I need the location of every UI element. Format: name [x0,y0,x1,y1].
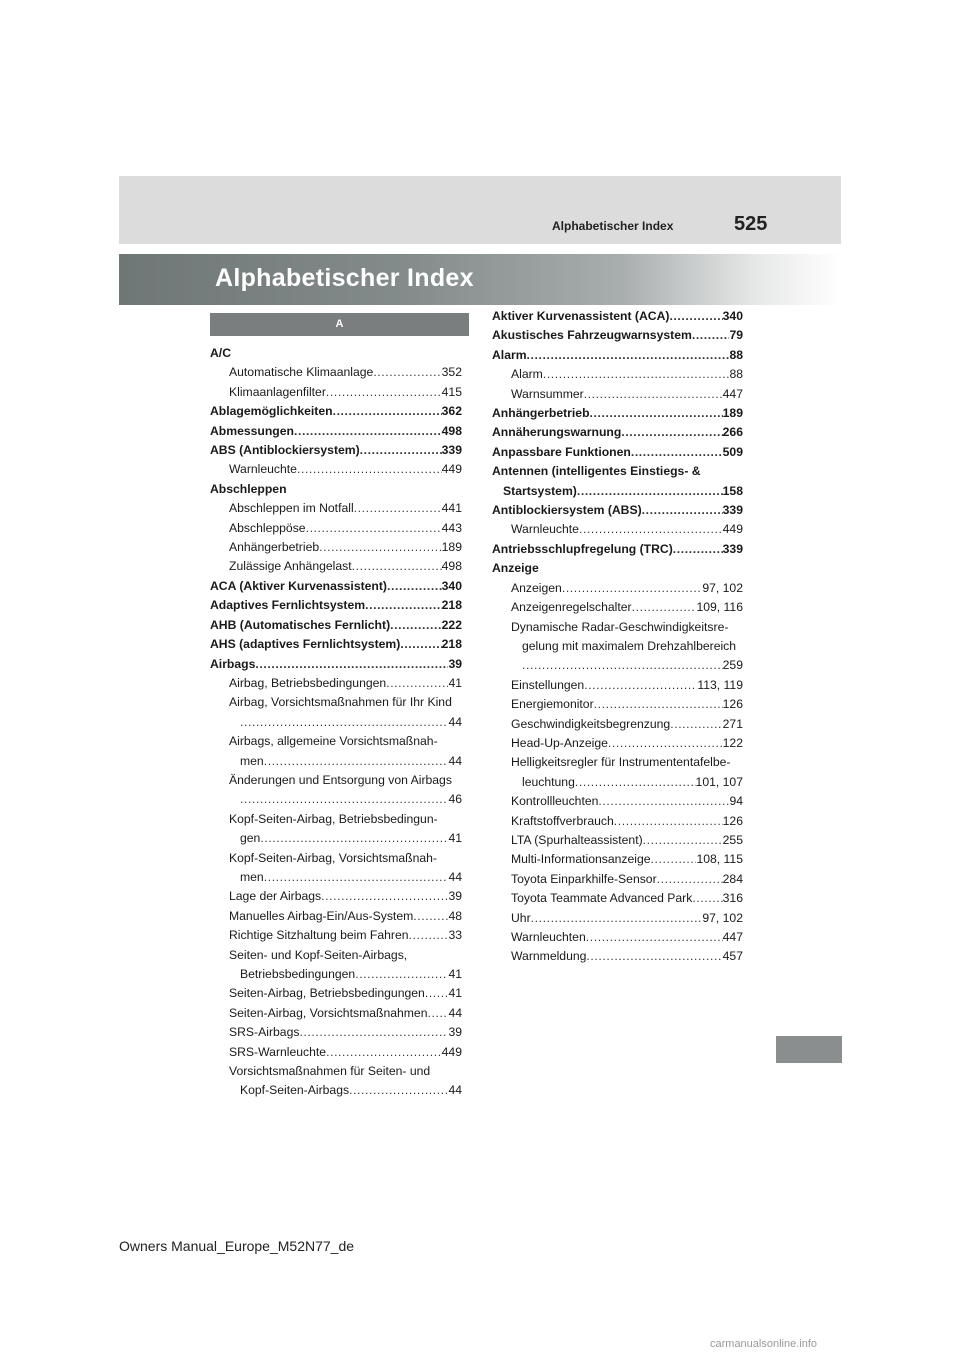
index-entry [492,618,743,637]
dot-leader [326,383,442,402]
dot-leader [577,482,723,501]
index-entry [210,732,462,751]
index-entry-label: Kopf-Seiten-Airbag, Vorsichtsmaßnah- [229,850,437,865]
index-entry-page: 41 [448,675,462,690]
dot-leader [333,402,442,421]
index-entry-page: 509 [722,444,743,459]
watermark: carmanualsonline.info [710,1338,818,1350]
page-number: 525 [734,213,768,235]
index-entry [492,695,743,714]
index-entry-label: Startsystem) [503,483,577,498]
index-entry-page: 218 [441,598,462,613]
index-entry-label: Airbags [210,656,256,671]
dot-leader [562,579,703,598]
index-entry-page: 88 [729,367,743,382]
index-entry-label: gen [240,831,261,846]
index-entry-label: LTA (Spurhalteassistent) [511,832,643,847]
dot-leader [594,695,723,714]
index-entry-page: 339 [722,503,743,518]
index-entry-label: Warnleuchten [511,930,586,944]
footer-text: Owners Manual_Europe_M52N77_de [119,1238,355,1254]
index-entry-label: Kontrollleuchten [511,794,599,809]
index-entry-page: 39 [448,1025,462,1040]
index-entry-page: 39 [448,889,462,904]
dot-leader [299,1023,448,1042]
index-entry-page: 94 [729,794,743,809]
index-entry [210,577,462,596]
index-entry [210,713,462,732]
index-entry-label: Anhängerbetrieb [229,540,320,555]
index-entry-page: 415 [441,384,462,399]
dot-leader [692,326,730,345]
index-entry-page: 44 [448,753,462,768]
index-entry-label: Abmessungen [210,423,294,438]
index-entry [210,480,462,499]
dot-leader [425,984,449,1003]
index-entry [210,965,462,984]
dot-leader [621,423,722,442]
index-entry-label: Akustisches Fahrzeugwarnsystem [492,328,692,343]
index-entry-page: 447 [722,930,743,944]
index-entry [210,616,462,635]
index-entry [492,540,743,559]
index-entry-label: Seiten-Airbag, Vorsichtsmaßnahmen [229,1005,428,1020]
index-entry-label: Manuelles Airbag-Ein/Aus-System [229,908,414,923]
index-entry-label: Geschwindigkeitsbegrenzung [511,716,671,731]
index-entry-label: Energiemonitor [511,697,594,712]
index-column-left [210,344,462,1101]
index-entry-page: 41 [448,831,462,846]
index-entry [210,868,462,887]
index-entry-page: 189 [441,540,462,555]
index-entry [492,385,743,404]
index-entry-label: Toyota Einparkhilfe-Sensor [511,871,657,886]
index-entry-label: Antiblockiersystem (ABS) [492,503,642,518]
dot-leader [651,850,697,869]
index-entry-page: 126 [722,697,743,712]
dot-leader [614,812,723,831]
index-entry-label: A/C [210,346,231,360]
index-entry [210,635,462,654]
dot-leader [590,404,723,423]
dot-leader [531,909,703,928]
index-entry [492,462,743,481]
dot-leader [608,734,723,753]
index-entry-page: 316 [722,891,743,906]
index-entry-label: Kopf-Seiten-Airbags [240,1083,350,1098]
index-entry [492,831,743,850]
dot-leader [409,926,449,945]
index-entry-page: 101, 107 [695,774,743,789]
index-entry [492,423,743,442]
index-entry-page: 447 [722,386,743,401]
index-entry [210,984,462,1003]
index-entry-page: 498 [441,423,462,438]
index-entry-label: AHB (Automatisches Fernlicht) [210,617,391,632]
index-entry-label: Warnleuchte [229,462,297,477]
index-entry [210,887,462,906]
index-entry [210,538,462,557]
index-entry-label: Alarm [492,347,527,362]
index-entry [492,346,743,365]
index-entry-page: 113, 119 [697,677,743,692]
index-entry-page: 48 [448,908,462,923]
index-entry [492,598,743,617]
index-entry [210,363,462,382]
index-entry-label: Airbags, allgemeine Vorsichtsmaßnah- [229,734,438,749]
dot-leader [586,947,722,966]
index-entry-label: Klimaanlagenfilter [229,384,326,399]
index-entry-label: Anzeige [492,561,539,576]
index-entry [492,404,743,423]
index-entry-page: 122 [722,735,743,750]
index-entry-page: 339 [441,443,462,458]
header-band [119,176,841,244]
index-entry [492,637,743,656]
index-entry-label: Warnsummer [511,386,584,401]
dot-leader [390,616,442,635]
index-entry [492,482,743,501]
index-entry [492,773,743,792]
index-entry-page: 33 [448,928,462,943]
index-entry [210,849,462,868]
index-entry [492,520,743,539]
index-entry [210,499,462,518]
index-entry-label: Lage der Airbags [229,889,322,904]
dot-leader [632,598,697,617]
index-entry [210,422,462,441]
index-entry-label: Betriebsbedingungen [240,967,356,981]
index-entry [492,501,743,520]
index-entry-label: Anzeigen [511,580,562,595]
index-entry-label: Annäherungswarnung [492,425,622,440]
dot-leader [352,557,442,576]
index-entry-page: 259 [722,658,743,673]
index-entry-page: 222 [441,617,462,632]
index-entry-label: Antriebsschlupfregelung (TRC) [492,541,673,556]
dot-leader [598,792,729,811]
index-entry [210,655,462,674]
index-entry-label: ABS (Antiblockiersystem) [210,443,360,458]
index-entry [492,928,743,947]
dot-leader [427,1004,448,1023]
index-entry-label: Abschleppöse [229,520,306,535]
index-entry [492,734,743,753]
index-entry [492,443,743,462]
dot-leader [365,596,442,615]
dot-leader [319,538,442,557]
page-title: Alphabetischer Index [215,264,474,292]
index-entry-page: 44 [448,714,462,729]
index-entry-page: 443 [441,520,462,535]
index-entry-page: 97, 102 [702,910,743,925]
index-entry [210,674,462,693]
index-entry-label: Automatische Klimaanlage [229,365,374,380]
dot-leader [355,965,448,984]
index-entry [210,693,462,712]
index-entry-label: Alarm [511,367,543,382]
dot-leader [413,907,448,926]
index-entry [210,344,462,363]
index-entry-page: 449 [722,522,743,537]
index-entry-label: Kraftstoffverbrauch [511,813,614,828]
index-entry-page: 255 [722,832,743,847]
index-entry [210,519,462,538]
index-entry [210,1023,462,1042]
index-entry-label: Abschleppen im Notfall [229,501,354,516]
index-entry [492,559,743,578]
index-entry-page: 97, 102 [702,580,743,595]
index-entry-page: 340 [441,578,462,593]
index-entry-label: Richtige Sitzhaltung beim Fahren [229,928,409,943]
index-entry-page: 449 [441,462,462,477]
index-entry-page: 41 [448,986,462,1001]
index-entry-label: Änderungen und Entsorgung von Airbags [229,772,452,787]
dot-leader [579,520,723,539]
index-entry-label: Zulässige Anhängelast [229,559,352,574]
index-entry-page: 218 [441,637,462,652]
dot-leader [387,577,442,596]
dot-leader [240,790,448,809]
index-entry-page: 44 [448,1083,462,1098]
dot-leader [264,752,449,771]
index-entry-label: Dynamische Radar-Geschwindigkeitsre- [511,619,729,634]
index-entry [210,790,462,809]
dot-leader [575,773,696,792]
dot-leader [354,499,442,518]
index-entry-page: 284 [722,871,743,886]
dot-leader [670,715,722,734]
index-entry [210,946,462,965]
dot-leader [400,635,441,654]
dot-leader [360,441,442,460]
index-entry-label: Airbag, Vorsichtsmaßnahmen für Ihr Kind [229,695,452,710]
index-entry-label: Seiten-Airbag, Betriebsbedingungen [229,986,425,1001]
index-entry-page: 271 [722,716,743,731]
index-entry [210,926,462,945]
index-entry-label: Anpassbare Funktionen [492,444,631,459]
index-entry [210,829,462,848]
index-entry-page: 41 [448,967,462,981]
index-entry [210,1081,462,1100]
index-entry-page: 498 [441,559,462,574]
index-entry-page: 158 [722,483,743,498]
index-entry-page: 457 [722,949,743,964]
index-entry-label: men [240,869,264,884]
index-entry [210,596,462,615]
index-entry [210,810,462,829]
index-entry-page: 88 [729,347,743,362]
index-entry [210,771,462,790]
dot-leader [586,928,723,947]
index-entry-page: 189 [722,406,743,421]
index-entry-page: 339 [722,541,743,556]
thumb-index-tab [776,1036,842,1063]
index-entry [210,383,462,402]
dot-leader [297,460,442,479]
dot-leader [657,870,723,889]
index-entry [492,365,743,384]
dot-leader [255,655,448,674]
index-entry-page: 44 [448,1005,462,1020]
index-entry [210,1043,462,1062]
dot-leader [373,363,441,382]
index-entry-label: Helligkeitsregler für Instrumententafelbe- [511,755,731,770]
index-entry-label: Toyota Teammate Advanced Park [511,891,693,906]
index-entry-label: Seiten- und Kopf-Seiten-Airbags, [229,947,408,962]
index-entry-label: Warnmeldung [511,949,587,964]
index-entry-label: Anzeigenregelschalter [511,600,632,615]
index-entry [492,909,743,928]
index-entry [210,557,462,576]
dot-leader [543,365,730,384]
dot-leader [326,1043,442,1062]
index-entry-page: 340 [722,309,743,323]
index-entry-page: 362 [441,404,462,419]
index-entry-label: Head-Up-Anzeige [511,735,608,750]
index-entry-page: 46 [448,792,462,807]
index-entry-label: Antennen (intelligentes Einstiegs- & [492,464,701,479]
index-entry-page: 44 [448,869,462,884]
index-entry-page: 79 [729,328,743,343]
index-entry-label: gelung mit maximalem Drehzahlbereich [522,638,737,653]
index-entry [492,947,743,966]
index-entry-label: Kopf-Seiten-Airbag, Betriebsbedingun- [229,811,438,826]
index-entry [492,656,743,675]
index-entry-label: Multi-Informationsanzeige [511,852,651,867]
index-entry [492,850,743,869]
index-entry-label: Uhr [511,910,531,925]
index-entry [492,579,743,598]
index-entry-page: 39 [448,656,462,671]
index-entry-label: Aktiver Kurvenassistent (ACA) [492,309,670,323]
index-entry [210,402,462,421]
dot-leader [584,385,723,404]
running-header: Alphabetischer Index [552,219,674,233]
index-entry [492,307,743,326]
dot-leader [260,829,448,848]
dot-leader [321,887,448,906]
index-entry-label: SRS-Warnleuchte [229,1044,327,1059]
index-entry [210,907,462,926]
index-entry [210,752,462,771]
index-entry [492,870,743,889]
index-entry-label: Abschleppen [210,481,287,496]
dot-leader [527,346,730,365]
index-entry [210,1062,462,1081]
index-entry [210,460,462,479]
index-entry-label: Ablagemöglichkeiten [210,404,333,419]
index-entry-label: Einstellungen [511,677,585,692]
index-entry [210,1004,462,1023]
index-entry-label: AHS (adaptives Fernlichtsystem) [210,637,401,652]
index-entry-label: Airbag, Betriebsbedingungen [229,675,387,690]
index-entry-page: 109, 116 [696,600,743,615]
dot-leader [673,540,723,559]
index-entry [492,889,743,908]
dot-leader [643,831,723,850]
index-entry-label: men [240,753,264,768]
index-entry [210,441,462,460]
dot-leader [669,307,722,326]
index-entry-page: 108, 115 [696,852,743,867]
index-entry [492,715,743,734]
dot-leader [522,656,723,675]
dot-leader [240,713,448,732]
index-entry-label: ACA (Aktiver Kurvenassistent) [210,578,387,593]
index-entry-page: 449 [441,1044,462,1059]
index-entry-label: leuchtung [522,774,575,789]
dot-leader [294,422,442,441]
index-entry-label: Adaptives Fernlichtsystem [210,598,366,613]
index-entry-label: Vorsichtsmaßnahmen für Seiten- und [229,1064,431,1079]
dot-leader [692,889,722,908]
section-letter-bar: A [210,313,469,336]
index-entry [492,326,743,345]
dot-leader [349,1081,448,1100]
index-entry-page: 352 [441,365,462,380]
index-entry [492,676,743,695]
dot-leader [584,676,697,695]
title-banner [119,254,841,305]
index-entry-page: 266 [722,425,743,440]
dot-leader [306,519,442,538]
dot-leader [264,868,449,887]
dot-leader [631,443,723,462]
index-entry-label: Warnleuchte [511,522,579,537]
index-entry [492,812,743,831]
index-entry-label: Anhängerbetrieb [492,406,590,421]
index-entry-page: 126 [722,813,743,828]
index-entry [492,753,743,772]
index-entry [492,792,743,811]
dot-leader [386,674,448,693]
index-entry-page: 441 [441,501,462,516]
dot-leader [642,501,723,520]
index-entry-label: SRS-Airbags [229,1025,300,1040]
index-column-right [492,307,743,967]
